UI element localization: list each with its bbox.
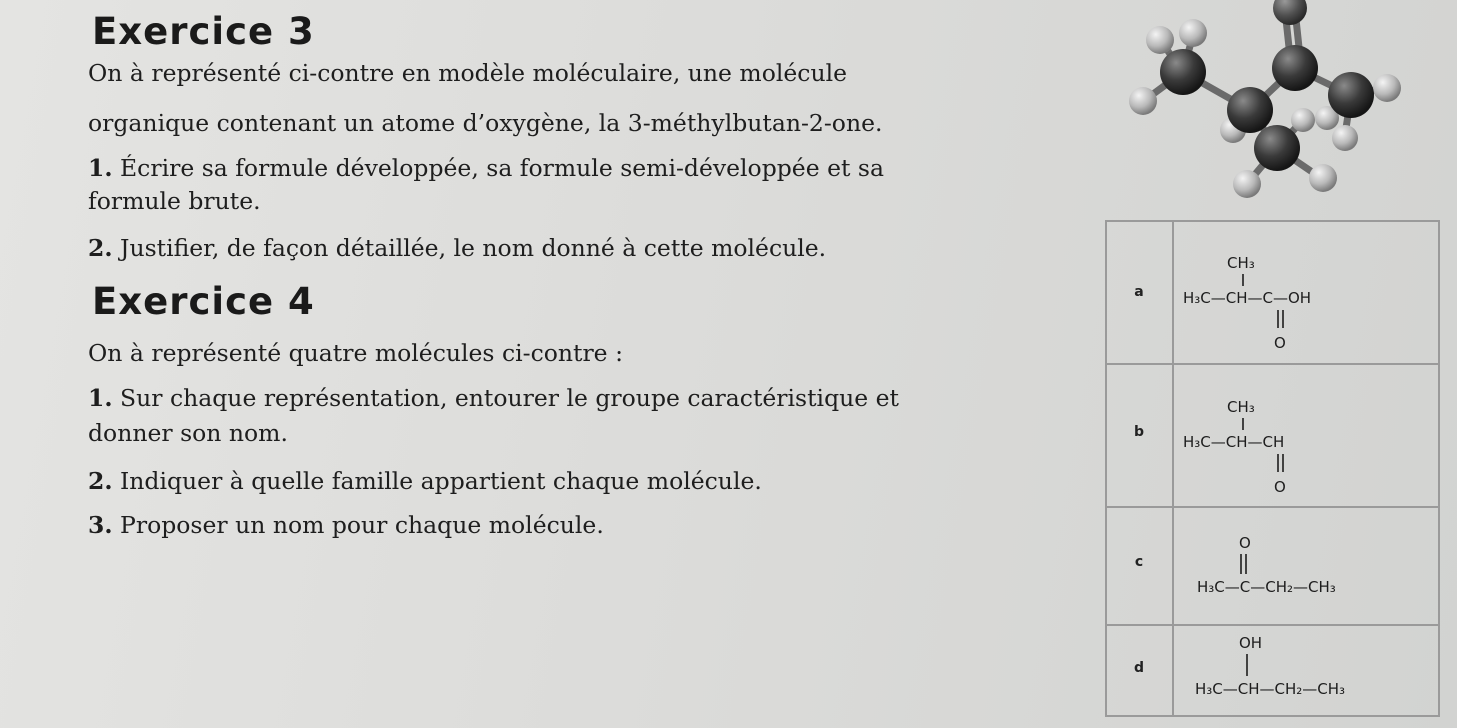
molecule-d-main-chain: H₃C—CH—CH₂—CH₃ [1195, 680, 1346, 698]
exercise-4-question-2: 2. Indiquer à quelle famille appartient chaque molécule. [88, 467, 762, 495]
molecule-a-main-chain: H₃C—CH—C—OH [1183, 289, 1312, 307]
exercise-4-question-1: 1. Sur chaque représentation, entourer le groupe caractéristique et [88, 384, 899, 412]
exercise-4-question-3: 3. Proposer un nom pour chaque molécule. [88, 511, 604, 539]
molecule-c-label: c [1134, 554, 1144, 570]
molecule-a-oxygen: O [1274, 334, 1286, 352]
molecule-a-formula [1175, 248, 1445, 358]
exercise-3-title: Exercice 3 [92, 10, 315, 53]
molecule-c-formula [1175, 530, 1445, 610]
molecule-d-formula [1175, 630, 1445, 710]
exercise-4-title: Exercice 4 [92, 280, 315, 323]
molecule-b-formula [1175, 392, 1445, 502]
molecule-b-substituent: CH₃ [1227, 398, 1255, 416]
molecule-d-label: d [1133, 660, 1145, 676]
exercise-3-question-2: 2. Justifier, de façon détaillée, le nom donné à cette molécule. [88, 234, 827, 262]
molecular-model-illustration [1115, 0, 1457, 200]
exercise-3-intro-line-1: On à représenté ci-contre en modèle moléculaire, une molécule [88, 59, 847, 87]
exercise-4-question-1-cont: donner son nom. [88, 419, 288, 447]
molecule-d-substituent: OH [1239, 634, 1263, 652]
exercise-3-intro-line-2: organique contenant un atome d’oxygène, la 3-méthylbutan-2-one. [88, 109, 883, 137]
molecule-a-substituent: CH₃ [1227, 254, 1255, 272]
exercise-4-intro: On à représenté quatre molécules ci-contre : [88, 339, 623, 367]
molecule-c-main-chain: H₃C—C—CH₂—CH₃ [1197, 578, 1336, 596]
exercise-3-question-1-cont: formule brute. [88, 187, 261, 215]
molecule-b-label: b [1133, 424, 1145, 440]
molecule-c-oxygen: O [1239, 534, 1251, 552]
exercise-3-question-1: 1. Écrire sa formule développée, sa formule semi-développée et sa [88, 154, 884, 182]
molecule-b-main-chain: H₃C—CH—CH [1183, 433, 1285, 451]
molecule-b-oxygen: O [1274, 478, 1286, 496]
molecule-a-label: a [1134, 284, 1144, 300]
